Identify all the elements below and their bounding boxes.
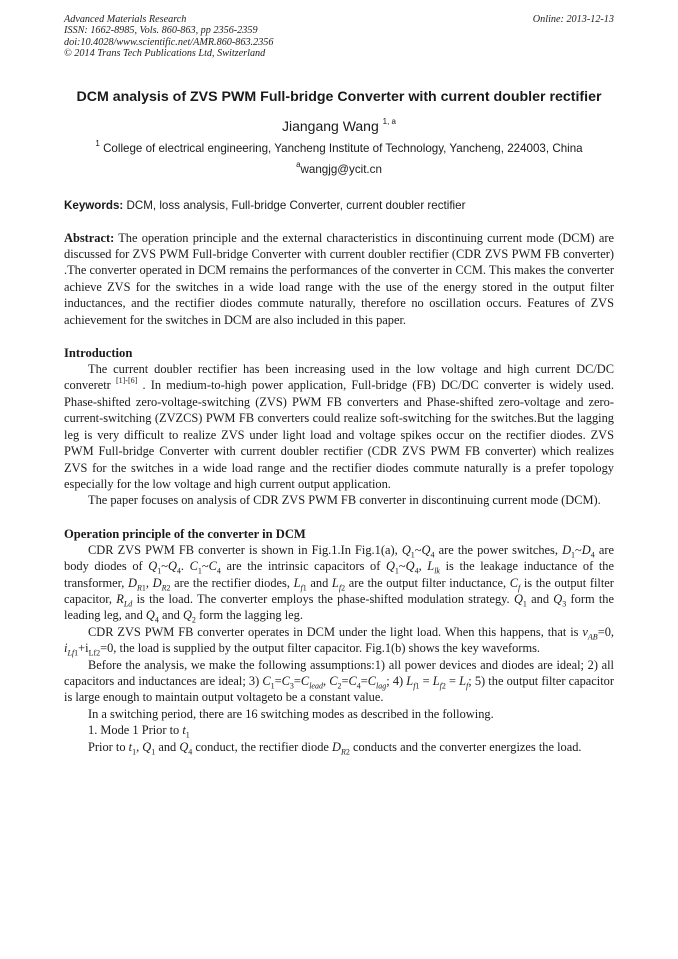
journal-header (64, 14, 614, 60)
affiliation-text: College of electrical engineering, Yancheng Institute of Technology, Yancheng, 224003, China (103, 141, 583, 155)
author-name: Jiangang Wang (281, 117, 379, 134)
op-p5-t1: Prior to (88, 739, 126, 754)
intro-paragraph-2: The paper focuses on analysis of CDR ZVS PWM FB converter in discontinuing current mode (DCM). (88, 493, 601, 508)
operation-paragraph-4: In a switching period, there are 16 switching modes as described in the following. (88, 706, 494, 721)
op-p1-t1: CDR ZVS PWM FB converter is shown in Fig.1.In Fig.1(a), (88, 542, 398, 557)
abstract-text: The operation principle and the external characteristics in discontinuing current mode (DCM) are discussed for ZVS PWM Full-bridge Converter with current doubler rectifier (CDR ZVS PWM FB converter) .The converter operated in DCM remains the performances of the converter in CCM. This makes the converter achieve ZVS for the switches in a wide load range with the use of the energy stored in the output filter inductances, and the rectifier diodes commute naturally, therefore no oscillation occurs. Features of ZVS achievement for the switches in DCM are also included in this paper. (64, 230, 615, 327)
operation-paragraph-2: CDR ZVS PWM FB converter operates in DCM under the light load. When this happens, that is $v_{AB}=0$, $i_{Lf1}+i_{Lf2}=0$, the load is supplied by the output filter capacitor. Fig.1(b) shows the key waveforms. (64, 624, 614, 658)
op-p5-t3: conducts and the converter energizes the load. (352, 739, 582, 754)
op-p1-t7: and (310, 575, 329, 590)
journal-name: Advanced Materials Research (64, 14, 187, 25)
introduction-body (64, 361, 614, 509)
op-p1-t5: is the leakage inductance of the transformer, (64, 559, 614, 590)
op-p3-t1: Before the analysis, we make the following assumptions:1) all power devices and diodes are ideal; 2) all capacitors and inductances are ideal; 3) (64, 657, 614, 688)
citation-ref[interactable]: [1]-[6] (115, 376, 138, 386)
intro-p1-text-a: The current doubler rectifier has been increasing used in the low voltage and high current DC/DC converetr (64, 362, 614, 393)
op-p2-t3: +i (78, 641, 89, 656)
issn-line: ISSN: 1662-8985, Vols. 860-863, pp 2356-2359 (64, 25, 258, 37)
intro-p1-text-b: . In medium-to-high power application, Full-bridge (FB) DC/DC converter is widely used. Phase-shifted zero-voltage-switching (ZVS) PWM FB converters and Phase-shifted zero-voltage and zero-current-switching (ZVZCS) PWM FB converters could realize soft-switching for the switches.But the lagging leg is very difficult to realize ZVS under light load and voltage spikes occur on the rectifier diodes. ZVS PWM Full-bridge Converter with current doubler rectifier (CDR ZVS PWM FB converter) which realizes ZVS for the switches in a wide load range and the rectifier diodes commute naturally is a prefer topology especially for the low voltage and high current output application. (64, 378, 614, 491)
doi-line: doi:10.4028/www.scientific.net/AMR.860-863.2356 (64, 36, 274, 48)
abstract-label: Abstract: (64, 230, 115, 245)
author-line (64, 117, 614, 135)
op-p1-t4: are the intrinsic capacitors of (226, 559, 381, 574)
op-p3-t2: 4) (392, 673, 404, 688)
mode-1-label: 1. Mode 1 Prior to (88, 723, 180, 738)
copyright-line: © 2014 Trans Tech Publications Ltd, Switzerland (64, 48, 266, 60)
op-p1-t8: are the output filter inductance, (348, 575, 507, 590)
op-p1-t10: is the load. The converter employs the phase-shifted modulation strategy. (136, 591, 510, 606)
intro-paragraph-1 (64, 361, 614, 492)
affiliation (64, 138, 614, 156)
email-sup: a (296, 159, 301, 169)
op-p1-t3: are body diodes of (64, 542, 614, 574)
online-date: Online: 2013-12-13 (532, 14, 614, 25)
op-p1-t2: are the power switches, (438, 542, 558, 557)
keywords-label: Keywords: (64, 198, 124, 212)
abstract (64, 230, 614, 328)
keywords-text: DCM, loss analysis, Full-bridge Converter, current doubler rectifier (126, 198, 466, 212)
operation-paragraph-5: Prior to $t_1$, $Q_1$ and $Q_4$ conduct, the rectifier diode $D_{R2}$ conducts and the converter energizes the load. (88, 739, 582, 757)
operation-paragraph-1: CDR ZVS PWM FB converter is shown in Fig.1.In Fig.1(a), $Q_1\sim Q_4$ are the power switches, $D_1\sim D_4$ are body diodes of $Q_1\sim Q_4$. $C_1\sim C_4$ are the intrinsic capacitors of $Q_1\sim Q_4$, $L_{lk}$ is the leakage inductance of the transformer, $D_{R1}$, $D_{R2}$ are the rectifier diodes, $L_{f1}$ and $L_{f2}$ are the output filter inductance, $C_f$ is the output filter capacitor, $R_{Ld}$ is the load. The converter employs the phase-shifted modulation strategy. $Q_1$ and $Q_3$ form the leading leg, and $Q_4$ and $Q_2$ form the lagging leg. (64, 542, 614, 625)
section-heading-introduction: Introduction (64, 346, 133, 361)
op-p3-t3: 5) the output filter capacitor is large enough to maintain output voltageto be a constant value. (64, 673, 614, 705)
op-p2-t1: CDR ZVS PWM FB converter operates in DCM under the light load. When this happens, that is (88, 624, 579, 639)
affiliation-sup: 1 (95, 138, 100, 148)
mode-1-heading: 1. Mode 1 Prior to $t_1$ (88, 723, 190, 740)
op-p2-t2: =0, (597, 624, 614, 639)
op-p1-t11: form the leading leg, and (64, 591, 614, 623)
op-p5-t2: conduct, the rectifier diode (195, 739, 329, 754)
op-p1-t6: are the rectifier diodes, (174, 575, 290, 590)
paper-title: DCM analysis of ZVS PWM Full-bridge Converter with current doubler rectifier (76, 88, 602, 105)
op-p2-t4: =0, the load is supplied by the output filter capacitor. Fig.1(b) shows the key waveforms. (100, 641, 541, 656)
author-sup: 1, a (382, 116, 396, 126)
section-heading-operation: Operation principle of the converter in DCM (64, 526, 306, 541)
keywords (64, 198, 614, 213)
operation-body (64, 542, 614, 755)
op-p1-t12: form the lagging leg. (199, 608, 303, 623)
op-p1-t9: is the output filter capacitor, (64, 575, 614, 606)
email-address[interactable]: wangjg@ycit.cn (300, 162, 382, 176)
email-line (64, 159, 614, 177)
operation-paragraph-3: Before the analysis, we make the following assumptions:1) all power devices and diodes are ideal; 2) all capacitors and inductances are ideal; 3) $C_1=C_3=C_{lead}$, $C_2=C_4=C_{lag}$; 4) $L_{f1} = L_{f2} = L_f$; 5) the output filter capacitor is large enough to maintain output voltageto be a constant value. (64, 657, 614, 705)
